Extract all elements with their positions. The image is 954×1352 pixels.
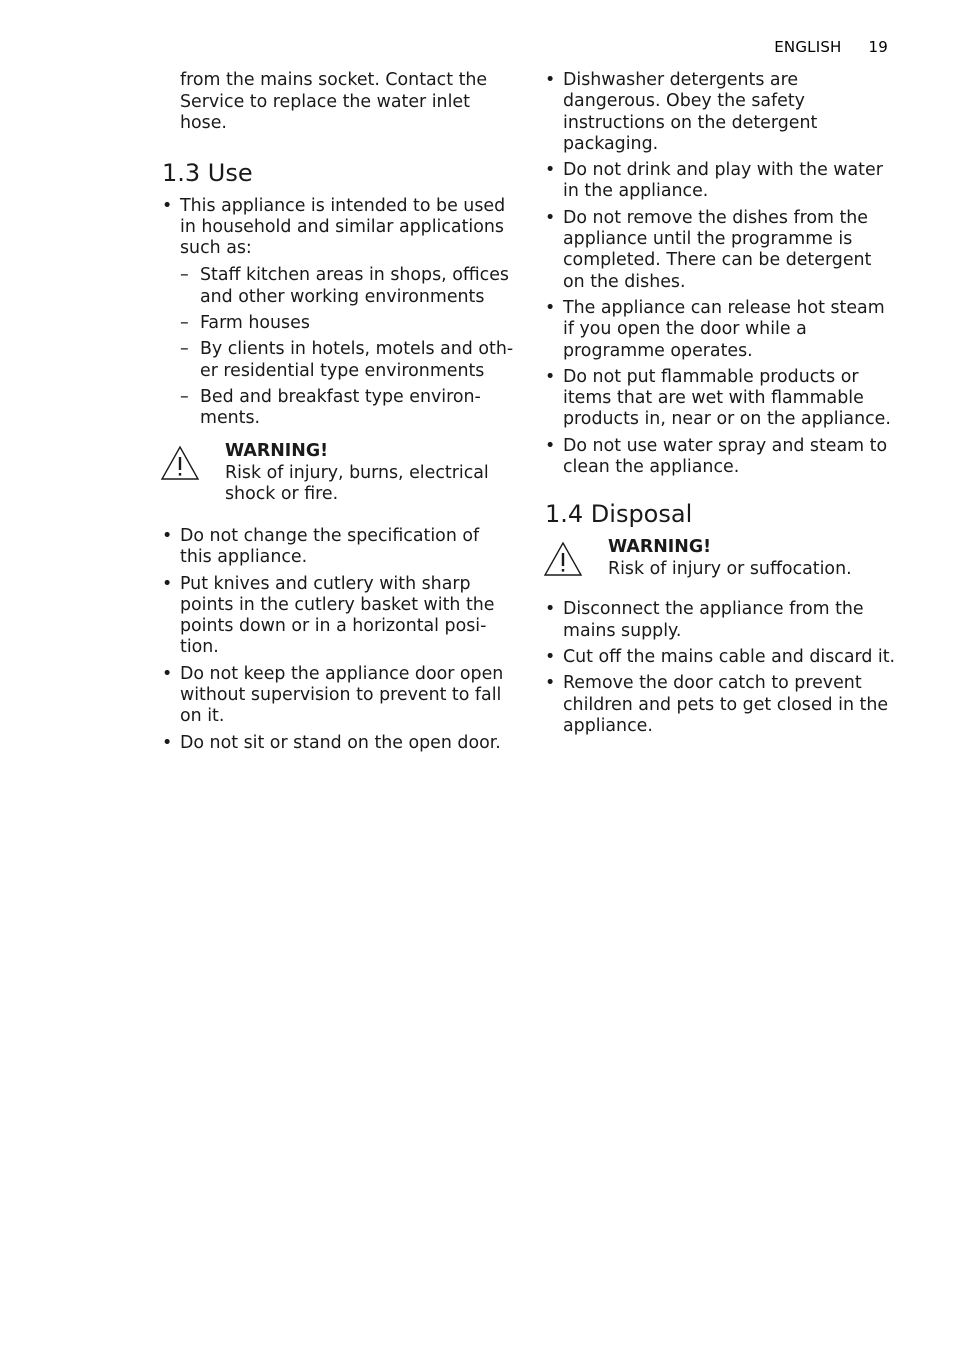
list-item-text: Do not sit or stand on the open door. bbox=[180, 732, 501, 753]
detergent-bullet-list bbox=[545, 70, 897, 478]
intended-use-sublist bbox=[180, 265, 514, 429]
list-item-text: The appliance can release hot steam if you open the door while a programme operates. bbox=[563, 297, 885, 361]
warning-triangle-icon bbox=[160, 445, 200, 481]
right-column bbox=[545, 70, 897, 742]
list-item-text: Do not put flammable products or items that are wet with flammable products in, near or on the appliance. bbox=[563, 366, 891, 430]
bullet-mark: • bbox=[162, 195, 173, 216]
warning-title: WARNING! bbox=[225, 441, 329, 462]
list-item-text: Do not remove the dishes from the appliance until the programme is completed. There can be detergent on the dishes. bbox=[563, 207, 872, 292]
list-item bbox=[545, 599, 897, 642]
list-item bbox=[545, 298, 897, 362]
list-item-text: Remove the door catch to prevent children and pets to get closed in the appliance. bbox=[563, 673, 889, 736]
continued-line: from the mains socket. Contact the bbox=[180, 70, 488, 90]
bullet-mark: • bbox=[545, 599, 556, 620]
sub-list-item bbox=[180, 265, 514, 308]
list-item bbox=[162, 733, 514, 754]
list-item-text: Do not use water spray and steam to clean the appliance. bbox=[563, 435, 888, 478]
page-number: 19 bbox=[868, 38, 888, 56]
bullet-mark: • bbox=[545, 366, 556, 387]
list-item bbox=[545, 208, 897, 293]
list-item bbox=[545, 647, 897, 668]
section-heading-use: 1.3 Use bbox=[162, 158, 253, 187]
bullet-mark: • bbox=[162, 573, 173, 594]
list-item bbox=[545, 367, 897, 431]
dash-mark: – bbox=[180, 312, 189, 333]
list-item bbox=[545, 436, 897, 479]
bullet-mark: • bbox=[545, 160, 556, 181]
list-item-text: Disconnect the appliance from the mains supply. bbox=[563, 599, 864, 641]
bullet-mark: • bbox=[545, 70, 556, 90]
continued-line: Service to replace the water inlet hose. bbox=[180, 91, 470, 133]
warning-text: Risk of injury, burns, electrical shock or fire. bbox=[225, 462, 489, 505]
dash-mark: – bbox=[180, 386, 189, 407]
list-item bbox=[162, 664, 514, 728]
bullet-mark: • bbox=[545, 646, 556, 667]
safety-bullet-list bbox=[162, 526, 514, 754]
continued-text bbox=[162, 70, 514, 135]
sub-list-item bbox=[180, 339, 514, 382]
list-item-text: Do not keep the appliance door open without supervision to prevent to fall on it. bbox=[180, 663, 504, 727]
sub-list-text: Bed and breakfast type environments. bbox=[200, 386, 481, 429]
warning-triangle-icon bbox=[543, 541, 583, 577]
list-item-text: Cut off the mains cable and discard it. bbox=[563, 646, 896, 667]
bullet-mark: • bbox=[162, 732, 173, 753]
warning-title: WARNING! bbox=[608, 537, 712, 558]
bullet-mark: • bbox=[162, 663, 173, 684]
warning-text: Risk of injury or suffocation. bbox=[608, 558, 852, 579]
sub-list-item bbox=[180, 313, 514, 334]
disposal-bullet-list bbox=[545, 599, 897, 737]
page-header bbox=[774, 38, 888, 56]
list-item bbox=[545, 70, 897, 155]
warning-box bbox=[162, 441, 514, 506]
list-item-text: Do not change the specification of this appliance. bbox=[180, 525, 480, 568]
list-item bbox=[545, 160, 897, 203]
list-item bbox=[162, 574, 514, 659]
sub-list-text: Staff kitchen areas in shops, offices and other working environments bbox=[200, 265, 509, 307]
language-label: ENGLISH bbox=[774, 38, 842, 56]
sub-list-item bbox=[180, 387, 514, 430]
list-item bbox=[162, 196, 514, 430]
list-item-text: Put knives and cutlery with sharp points in the cutlery basket with the points down or in a horizontal position. bbox=[180, 573, 495, 658]
left-column bbox=[162, 70, 514, 759]
intended-use-text: This appliance is intended to be used in household and similar applications such as: bbox=[180, 195, 506, 259]
bullet-mark: • bbox=[545, 297, 556, 318]
list-item bbox=[545, 673, 897, 737]
sub-list-text: Farm houses bbox=[200, 312, 310, 333]
bullet-mark: • bbox=[545, 673, 556, 694]
list-item-text: Dishwasher detergents are dangerous. Obey the safety instructions on the detergent packaging. bbox=[563, 70, 818, 154]
list-item-text: Do not drink and play with the water in the appliance. bbox=[563, 160, 883, 202]
warning-box bbox=[545, 537, 897, 580]
use-bullet-list bbox=[162, 196, 514, 430]
section-heading-disposal: 1.4 Disposal bbox=[545, 500, 693, 529]
sub-list-text: By clients in hotels, motels and other residential type environments bbox=[200, 339, 514, 381]
list-item bbox=[162, 526, 514, 569]
bullet-mark: • bbox=[545, 435, 556, 456]
bullet-mark: • bbox=[545, 207, 556, 228]
bullet-mark: • bbox=[162, 525, 173, 546]
dash-mark: – bbox=[180, 265, 189, 286]
dash-mark: – bbox=[180, 339, 189, 360]
